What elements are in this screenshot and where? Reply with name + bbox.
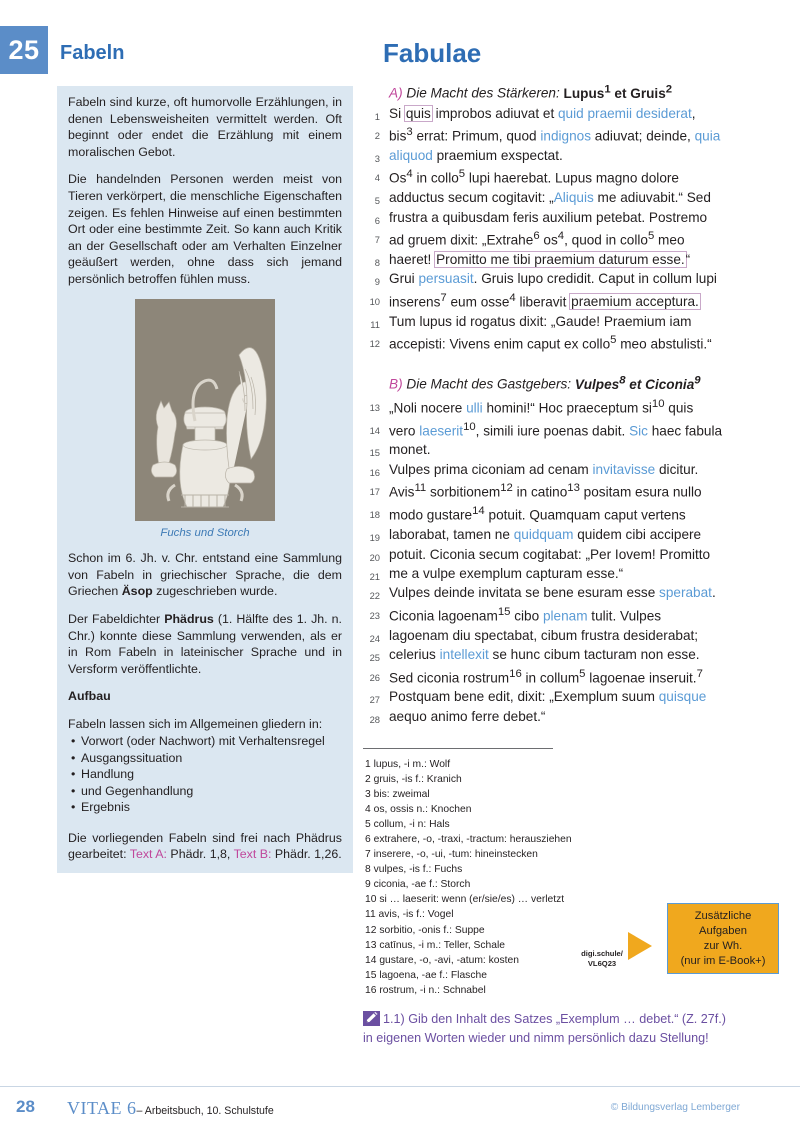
highlight-box: praemium acceptura. (571, 294, 699, 310)
aufbau-heading: Aufbau (68, 689, 111, 704)
digi-code-label: digi.schule/ VL6Q23 (581, 949, 623, 968)
footnote-ref: 15 (497, 605, 511, 618)
task-line-2: in eigenen Worten wieder und nimm persönlich dazu Stellung! (363, 1031, 709, 1045)
intro-paragraph-4 (68, 611, 342, 677)
verse-line: 7 ad gruem dixit: „Extrahe$^6$ $os^4$, quod in collo$^5$ meo (363, 227, 783, 250)
verse-list-b (363, 395, 783, 727)
list-item: • Ergebnis (81, 799, 342, 815)
verse-line: 13 „Noli nocere ulli homini!“ Hoc praeceptum $si^{10}$ quis (363, 395, 783, 418)
extra-tasks-box[interactable] (667, 903, 779, 974)
footer-divider (0, 1086, 800, 1087)
footnote-ref: 5 (579, 667, 586, 680)
verse-line: 11 Tum lupus id rogatus dixit: „Gaude! Praemium iam (363, 312, 783, 331)
line-number: 13 (369, 401, 380, 413)
list-item: • und Gegenhandlung (81, 783, 342, 799)
line-number: 7 (374, 234, 380, 246)
line-number: 3 (374, 152, 380, 164)
line-number: 27 (369, 694, 380, 706)
book-title: VITAE 6– Arbeitsbuch, 10. Schulstufe (67, 1098, 274, 1118)
footnote-ref: 4 (557, 230, 565, 243)
footnote-item: 11 avis, -is f.: Vogel (365, 909, 454, 921)
footnote-ref: 10 (651, 397, 665, 410)
line-number: 26 (369, 671, 380, 683)
p3-part-a: Schon im 6. Jh. v. Chr. entstand eine Sammlung von Fabeln in griechischer Sprache, die dem Griechen (68, 551, 342, 599)
verse-line: 9 Grui persuasit. Gruis lupo credidit. Caput in collum lupi (363, 269, 783, 288)
verse-line: 21 me a vulpe exemplum capturam esse.“ (363, 564, 783, 583)
verse-line: 3 aliquod praemium exspectat. (363, 146, 783, 165)
line-number: 12 (369, 338, 380, 350)
section-a-latin-title: Lupus$^1$ et Gruis$^2$ (563, 83, 673, 101)
list-item: • Vorwort (oder Nachwort) mit Verhaltensregel (81, 733, 342, 749)
footnote-item: 14 gustare, -o, -avi, -atum: kosten (365, 954, 519, 966)
footnote-item: 13 catīnus, -i m.: Teller, Schale (365, 939, 506, 951)
task-block (363, 1010, 783, 1048)
latin-section-title: Fabulae (383, 38, 482, 68)
line-number: 5 (374, 195, 380, 207)
line-number: 10 (369, 295, 380, 307)
line-number: 11 (370, 318, 380, 330)
line-number: 18 (369, 509, 380, 521)
footnote-ref: 1 (604, 83, 611, 95)
digital-extras-widget[interactable] (578, 903, 783, 983)
footnote-item: 4 os, ossis n.: Knochen (365, 804, 472, 816)
footnote-item: 16 rostrum, -i n.: Schnabel (365, 984, 486, 996)
source-ref-a: Phädr. 1,8, (166, 847, 234, 862)
verse-line: 26 Sed ciconia rostrum$^{16}$ in collum$^5$ lagoenae inseruit.$^7$ (363, 665, 783, 688)
footnote-item: 2 gruis, -is f.: Kranich (365, 774, 462, 786)
verse-line: 8 haeret! Promitto me tibi praemium daturum esse.“ (363, 250, 783, 269)
verse-line: 25 celerius intellexit se hunc cibum tacturam non esse. (363, 645, 783, 664)
footnote-item: 6 extrahere, -o, -traxi, -tractum: herausziehen (365, 834, 572, 846)
extra-tasks-line-4: (nur im E-Book+) (680, 954, 766, 967)
section-b-heading (389, 371, 783, 394)
footnote-item: 9 ciconia, -ae f.: Storch (365, 879, 471, 891)
verse-line: 27 Postquam bene edit, dixit: „Exemplum suum quisque (363, 687, 783, 706)
chapter-number-badge: 25 (0, 26, 48, 74)
highlight-box: quis (405, 105, 431, 121)
intro-paragraph-1: Fabeln sind kurze, oft humorvolle Erzählungen, in denen Lebensweisheiten vermittelt werden. Oft beginnt oder endet die Erzählung mit einem moralischen Gebot. (68, 95, 342, 159)
verse-line: 4 Os$^4$ in collo$^5$ lupi haerebat. Lupus magno dolore (363, 165, 783, 188)
info-panel (57, 86, 353, 873)
footnote-ref: 2 (665, 83, 673, 95)
line-number: 22 (369, 590, 380, 602)
p4-part-c: (1. Hälfte des 1. Jh. n. Chr.) konnte diese Sammlung verwenden, als er in Rom Fabeln in lateinischer Sprache und in Versform veröffentlichte. (68, 611, 342, 676)
line-number: 9 (374, 276, 380, 288)
aufbau-intro: Fabeln lassen sich im Allgemeinen gliedern in: (68, 716, 323, 731)
footnote-ref: 9 (694, 374, 701, 387)
verse-line: 20 potuit. Ciconia secum cogitabat: „Per Iovem! Promitto (363, 545, 783, 564)
line-number: 21 (369, 570, 380, 582)
panel-spacer (68, 816, 342, 830)
footnote-ref: 12 (500, 482, 513, 495)
verse-line: 1 Si quis improbos adiuvat et quid praemii desiderat, (363, 104, 783, 123)
aufbau-list (68, 733, 342, 815)
footnote-item: 3 bis: zweimal (365, 789, 430, 801)
footnote-ref: 3 (406, 125, 413, 138)
play-arrow-icon (628, 932, 652, 960)
footnote-item: 10 si … laeserit: wenn (er/sie/es) … verletzt (365, 894, 565, 906)
footnote-ref: 7 (440, 291, 447, 304)
copyright-notice: © Bildungsverlag Lemberger (610, 1102, 740, 1113)
source-ref-b: Phädr. 1,26. (271, 847, 342, 862)
task-line-1: 1.1) Gib den Inhalt des Satzes „Exemplum … debet.“ (Z. 27f.) (383, 1012, 726, 1026)
verse-line: 22 Vulpes deinde invitata se bene esuram esse sperabat. (363, 583, 783, 602)
list-item: • Ausgangssituation (81, 750, 342, 766)
verse-line: 19 laborabat, tamen ne quidquam quidem cibi accipere (363, 525, 783, 544)
p3-name-aesop: Äsop (121, 584, 153, 599)
page-title: Fabeln (60, 42, 125, 64)
section-a-heading (389, 80, 783, 103)
footnote-item: 15 lagoena, -ae f.: Flasche (365, 969, 487, 981)
p4-name-phaedrus: Phädrus (164, 611, 214, 626)
verse-list-a (363, 104, 783, 355)
footnote-ref: 10 (463, 420, 476, 433)
footnote-ref: 5 (610, 334, 617, 347)
line-number: 14 (369, 424, 380, 436)
footnote-ref: 7 (696, 667, 703, 680)
verse-line: 16 Vulpes prima ciconiam ad cenam invitavisse dicitur. (363, 460, 783, 479)
highlight-box: Promitto me tibi praemium daturum esse. (436, 251, 685, 267)
line-number: 28 (369, 713, 380, 725)
line-number: 15 (369, 447, 380, 459)
source-label-text-b: Text B: (233, 847, 272, 862)
verse-line: 17 Avis$^{11}$ sorbitionem$^{12}$ in catino$^{13}$ positam esura nullo (363, 479, 783, 502)
section-a-label: A) (389, 85, 403, 101)
footnote-ref: 11 (414, 482, 427, 495)
verse-line: 6 frustra a quibusdam feris auxilium petebat. Postremo (363, 208, 783, 227)
page-number: 28 (16, 1097, 35, 1116)
verse-line: 5 adductus secum cogitavit: „Aliquis me adiuvabit.“ Sed (363, 188, 783, 207)
line-number: 25 (369, 652, 380, 664)
footnote-item: 5 collum, -i n: Hals (365, 819, 450, 831)
verse-line: 15 monet. (363, 440, 783, 459)
footnote-ref: 5 (458, 168, 466, 181)
intro-paragraph-3 (68, 550, 342, 600)
section-a-german-title: Die Macht des Stärkeren: (406, 85, 560, 101)
line-number: 19 (369, 532, 380, 544)
line-number: 23 (369, 609, 380, 621)
latin-text-column (363, 80, 783, 726)
book-subtitle: – Arbeitsbuch, 10. Schulstufe (136, 1105, 274, 1117)
footnote-ref: 6 (533, 230, 540, 243)
footnote-ref: 8 (619, 374, 626, 387)
figure-wrapper (68, 299, 342, 521)
footnote-ref: 4 (509, 291, 516, 304)
extra-tasks-line-1: Zusätzliche (694, 909, 752, 922)
footnote-divider (363, 748, 553, 749)
verse-line: 24 lagoenam diu spectabat, cibum frustra desiderabat; (363, 626, 783, 645)
line-number: 1 (374, 110, 380, 122)
source-note (68, 830, 342, 863)
line-number: 17 (369, 486, 380, 498)
intro-paragraph-2: Die handelnden Personen werden meist von Tieren verkörpert, die menschliche Eigenschaften zeigen. Es fehlen Hinweise auf einen bestimmten Ort oder eine bestimmte Zeit. So kann auch Kritik an der Gesellschaft oder am Verhalten Einzelner geäußert werden, ohne dass sich jemand persönlich betroffen fühlen muss. (68, 172, 342, 286)
figure-caption: Fuchs und Storch (160, 526, 250, 539)
line-number: 16 (369, 466, 380, 478)
verse-line: 14 vero laeserit$^{10}$, simili iure poenas dabit. Sic haec fabula (363, 418, 783, 441)
footnote-ref: 16 (509, 667, 522, 680)
footnote-item: 12 sorbitio, -onis f.: Suppe (365, 924, 485, 936)
line-number: 8 (374, 256, 380, 268)
footnote-ref: 4 (406, 168, 413, 181)
footnote-item: 7 inserere, -o, -ui, -tum: hineinstecken (365, 849, 538, 861)
verse-line: 12 accepisti: Vivens enim caput ex collo$^5$ meo abstulisti.“ (363, 331, 783, 354)
verse-line: 10 inserens$^7$ eum osse$^4$ liberavit praemium acceptura. (363, 289, 783, 312)
extra-tasks-line-3: zur Wh. (703, 939, 743, 952)
line-number: 24 (369, 632, 380, 644)
verse-line: 23 Ciconia lagoenam$^{15}$ cibo plenam tulit. Vulpes (363, 603, 783, 626)
footnote-ref: 13 (567, 482, 580, 495)
footnote-ref: 14 (472, 505, 485, 518)
fox-and-stork-image (135, 299, 275, 521)
extra-tasks-line-2: Aufgaben (699, 924, 747, 937)
source-note-intro: Die vorliegenden Fabeln sind frei nach Phädrus gearbeitet: (68, 830, 342, 862)
p3-part-c: zugeschrieben wurde. (152, 584, 278, 599)
p4-part-a: Der Fabeldichter (68, 611, 165, 626)
verse-line: 18 modo gustare$^{14}$ potuit. Quamquam caput vertens (363, 502, 783, 525)
line-number: 2 (374, 129, 380, 141)
section-b-latin-title: Vulpes$^8$ et Ciconia$^9$ (574, 374, 701, 392)
source-label-text-a: Text A: (129, 847, 167, 862)
footnote-item: 8 vulpes, -is f.: Fuchs (365, 864, 463, 876)
list-item: • Handlung (81, 766, 342, 782)
verse-line: 28 aequo animo ferre debet.“ (363, 707, 783, 726)
section-b-german-title: Die Macht des Gastgebers: (406, 376, 572, 392)
line-number: 6 (374, 214, 380, 226)
pencil-icon (363, 1011, 380, 1026)
line-number: 4 (374, 172, 380, 184)
section-b-label: B) (389, 376, 403, 392)
footnote-item: 1 lupus, -i m.: Wolf (365, 759, 451, 770)
line-number: 20 (369, 551, 380, 563)
footnote-ref: 5 (647, 230, 655, 243)
verse-line: 2 bis$^3$ errat: Primum, quod indignos adiuvat; deinde, quia (363, 123, 783, 146)
